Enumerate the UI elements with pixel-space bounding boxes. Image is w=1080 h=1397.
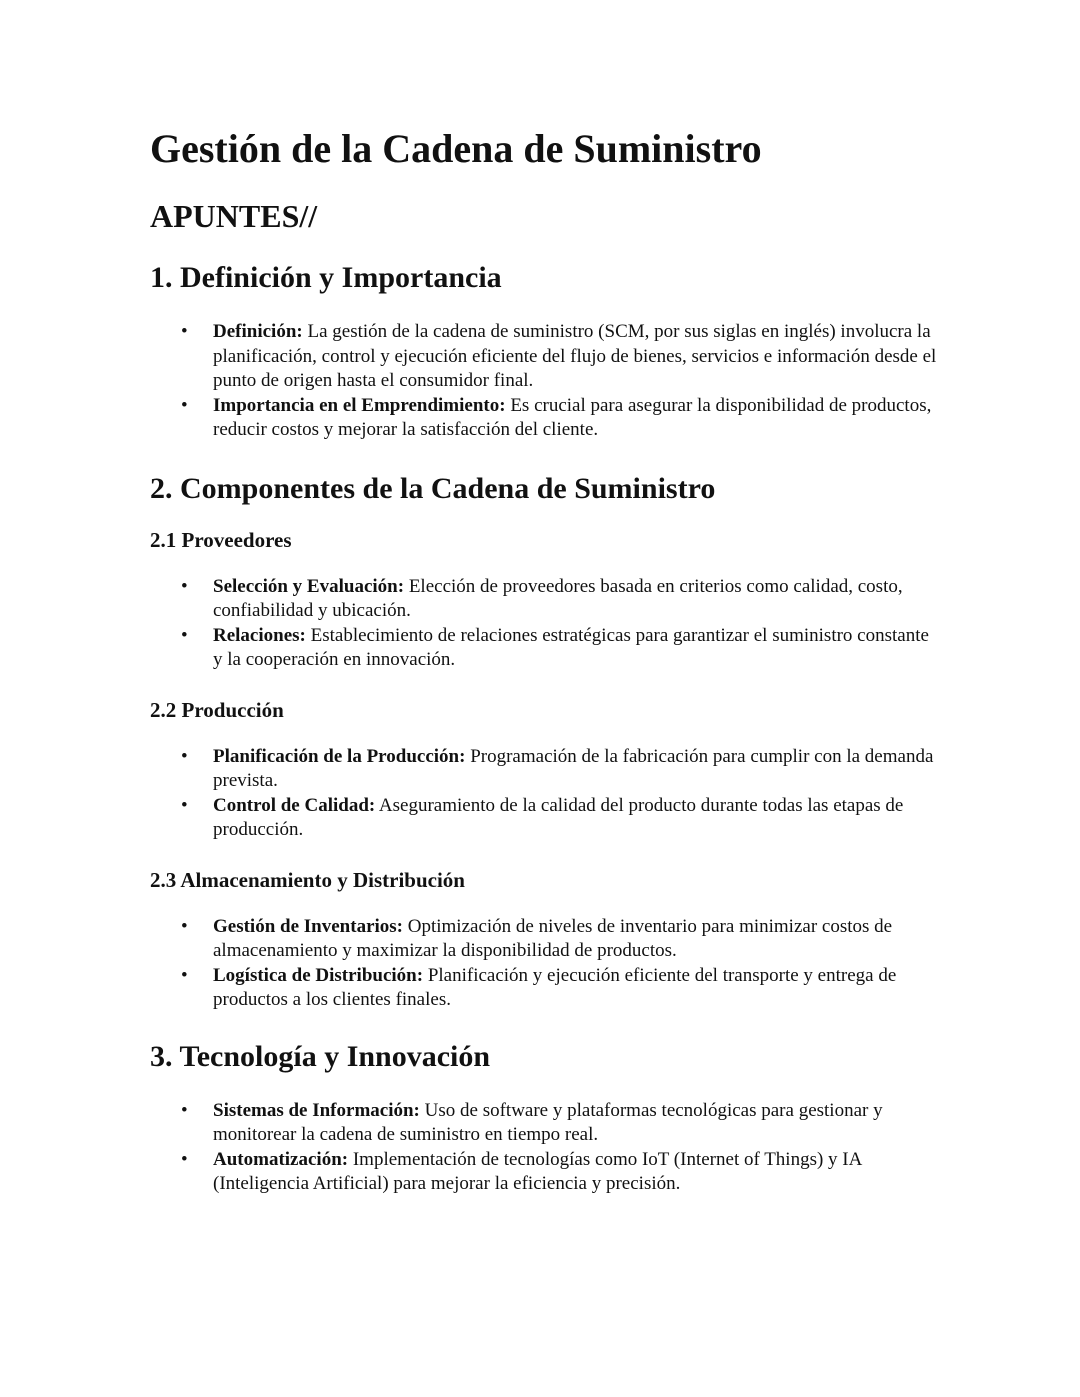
bullet-list-proveedores <box>150 575 940 673</box>
bullet-icon: • <box>181 794 188 816</box>
subsection-heading-almacenamiento: 2.3 Almacenamiento y Distribución <box>150 867 465 892</box>
bullet-icon: • <box>181 321 188 342</box>
document-subtitle: APUNTES// <box>150 198 318 234</box>
item-term: Relaciones: <box>213 624 306 646</box>
section-heading-3: 3. Tecnología y Innovación <box>150 1039 491 1073</box>
bullet-icon: • <box>181 575 188 597</box>
document-page <box>150 118 940 1197</box>
bullet-icon: • <box>181 394 188 416</box>
item-term: Importancia en el Emprendimiento: <box>213 394 506 416</box>
list-item <box>150 794 940 843</box>
item-term: Logística de Distribución: <box>213 964 424 986</box>
item-term: Automatización: <box>213 1148 349 1170</box>
item-text: Aseguramiento de la calidad del producto durante todas las etapas de producción. <box>213 794 904 840</box>
bullet-list-definition <box>150 320 940 443</box>
item-text: Optimización de niveles de inventario para minimizar costos de almacenamiento y maximizar la disponibilidad de productos. <box>213 915 893 961</box>
bullet-icon: • <box>181 1099 188 1121</box>
bullet-icon: • <box>181 1148 188 1170</box>
list-item <box>150 1148 940 1197</box>
item-text: Uso de software y plataformas tecnológicas para gestionar y monitorear la cadena de suministro en tiempo real. <box>213 1099 883 1145</box>
item-term: Gestión de Inventarios: <box>213 915 403 937</box>
section-heading-2: 2. Componentes de la Cadena de Suministro <box>150 471 716 505</box>
list-item <box>150 320 940 394</box>
section-heading-1: 1. Definición y Importancia <box>150 261 502 294</box>
list-item <box>150 624 940 673</box>
list-item <box>150 964 940 1013</box>
item-text: Planificación y ejecución eficiente del transporte y entrega de productos a los clientes finales. <box>213 964 897 1010</box>
item-text: Programación de la fabricación para cumplir con la demanda prevista. <box>213 745 934 791</box>
list-item <box>150 915 940 964</box>
list-item <box>150 575 940 624</box>
list-item <box>150 1099 940 1148</box>
item-term: Selección y Evaluación: <box>213 575 405 597</box>
list-item <box>150 394 940 443</box>
bullet-list-almacenamiento <box>150 915 940 1013</box>
subsection-heading-proveedores: 2.1 Proveedores <box>150 527 292 552</box>
item-term: Control de Calidad: <box>213 794 376 816</box>
item-term: Definición: <box>213 321 303 342</box>
item-text: Implementación de tecnologías como IoT (Internet of Things) y IA (Inteligencia Artificial) para mejorar la eficiencia y precisión. <box>213 1148 862 1194</box>
bullet-icon: • <box>181 624 188 646</box>
item-text: Elección de proveedores basada en criterios como calidad, costo, confiabilidad y ubicación. <box>213 575 903 621</box>
list-item <box>150 745 940 794</box>
item-term: Sistemas de Información: <box>213 1099 420 1121</box>
item-text: Es crucial para asegurar la disponibilidad de productos, reducir costos y mejorar la satisfacción del cliente. <box>213 394 932 440</box>
item-text: Establecimiento de relaciones estratégicas para garantizar el suministro constante y la cooperación en innovación. <box>213 624 929 670</box>
bullet-icon: • <box>181 915 188 937</box>
bullet-icon: • <box>181 745 188 767</box>
bullet-list-tecnologia <box>150 1099 940 1197</box>
item-term: Planificación de la Producción: <box>213 745 466 767</box>
document-title: Gestión de la Cadena de Suministro <box>150 126 762 171</box>
item-text: La gestión de la cadena de suministro (SCM, por sus siglas en inglés) involucra la planificación, control y ejecución eficiente del flujo de bienes, servicios e información desde el punto de origen hasta el consumidor final. <box>213 321 937 391</box>
bullet-icon: • <box>181 964 188 986</box>
bullet-list-produccion <box>150 745 940 843</box>
subsection-heading-produccion: 2.2 Producción <box>150 697 284 722</box>
